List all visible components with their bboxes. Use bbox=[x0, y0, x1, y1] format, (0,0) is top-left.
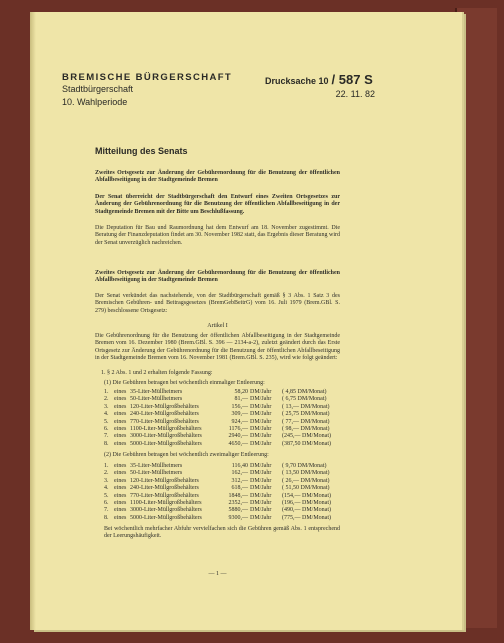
section-1-heading: (1) Die Gebühren betragen bei wöchentlich einmaliger Entleerung: bbox=[104, 380, 265, 386]
fee-row bbox=[104, 515, 348, 522]
fee-cell-m: (245,— DM/Monat) bbox=[282, 433, 331, 440]
mitteilung-title: Mitteilung des Senats bbox=[95, 146, 188, 156]
artikel-heading: Artikel I bbox=[207, 323, 228, 329]
fee-cell-u: DM/Jahr bbox=[250, 463, 272, 469]
fee-cell-a: 81,— bbox=[234, 396, 248, 403]
fee-cell-e: eines bbox=[114, 389, 127, 395]
fee-cell-m: ( 9,70 DM/Monat) bbox=[282, 463, 327, 469]
fee-cell-u: DM/Jahr bbox=[250, 485, 272, 492]
fee-cell-n: 5. bbox=[104, 492, 109, 499]
fee-row bbox=[104, 493, 348, 500]
fee-row bbox=[104, 470, 348, 477]
fee-cell-u: DM/Jahr bbox=[250, 403, 272, 410]
fee-cell-n: 3. bbox=[104, 477, 109, 484]
fee-cell-s: 770-Liter-Müllgroßbehälters bbox=[130, 492, 199, 499]
fee-cell-a: 309,— bbox=[231, 411, 248, 418]
page-number: — 1 — bbox=[208, 571, 227, 577]
fee-cell-e: eines bbox=[114, 477, 127, 484]
fee-cell-a: 162,— bbox=[231, 470, 248, 477]
closing-paragraph: Bei wöchentlich mehrfacher Abfuhr vervielfachen sich die Gebühren gemäß Abs. 1 entsprechend der Leerungshäufigkeit. bbox=[104, 526, 340, 540]
fee-cell-a: 312,— bbox=[231, 477, 248, 484]
fee-cell-s: 120-Liter-Müllgroßbehälters bbox=[130, 403, 199, 410]
fee-cell-n: 8. bbox=[104, 514, 109, 521]
fee-cell-u: DM/Jahr bbox=[250, 470, 272, 477]
fee-cell-a: 116,40 bbox=[231, 463, 248, 469]
fee-row bbox=[104, 411, 348, 418]
fee-cell-e: eines bbox=[114, 492, 127, 499]
fee-cell-n: 6. bbox=[104, 500, 109, 507]
law-title: Zweites Ortsgesetz zur Änderung der Gebührenordnung für die Benutzung der öffentlichen Abfallbeseitigung in der Stadtgemeinde Bremen bbox=[95, 270, 340, 284]
fee-cell-u: DM/Jahr bbox=[250, 492, 272, 499]
fee-cell-s: 1100-Liter-Müllgroßbehälters bbox=[130, 500, 202, 507]
fee-cell-n: 1. bbox=[104, 389, 109, 395]
fee-cell-a: 618,— bbox=[231, 485, 248, 492]
fee-cell-m: (196,— DM/Monat) bbox=[282, 500, 331, 507]
fee-row bbox=[104, 507, 348, 514]
fee-cell-u: DM/Jahr bbox=[250, 500, 272, 507]
page-gutter bbox=[30, 12, 36, 630]
fee-cell-s: 3000-Liter-Müllgroßbehälters bbox=[130, 433, 202, 440]
fee-cell-u: DM/Jahr bbox=[250, 514, 272, 521]
fee-cell-m: ( 51,50 DM/Monat) bbox=[282, 485, 330, 492]
fee-cell-a: 1176,— bbox=[228, 426, 248, 433]
fee-row bbox=[104, 485, 348, 492]
fee-cell-e: eines bbox=[114, 418, 127, 425]
letterhead bbox=[62, 72, 232, 109]
fee-table-weekly bbox=[104, 389, 348, 448]
fee-cell-s: 35-Liter-Müllheimers bbox=[130, 389, 183, 395]
fee-cell-e: eines bbox=[114, 411, 127, 418]
fee-cell-s: 50-Liter-Müllheimers bbox=[130, 396, 183, 403]
fee-cell-a: 5880,— bbox=[228, 507, 248, 514]
fee-cell-e: eines bbox=[114, 463, 127, 469]
fee-row bbox=[104, 441, 348, 448]
fee-cell-n: 2. bbox=[104, 396, 109, 403]
fee-cell-m: (154,— DM/Monat) bbox=[282, 492, 331, 499]
fee-cell-s: 5000-Liter-Müllgroßbehälters bbox=[130, 514, 202, 521]
fee-cell-n: 3. bbox=[104, 403, 109, 410]
fee-cell-m: ( 77,— DM/Monat) bbox=[282, 418, 330, 425]
drucksache-label: Drucksache 10 bbox=[265, 76, 329, 86]
fee-cell-m: (387,50 DM/Monat) bbox=[282, 440, 331, 447]
fee-cell-m: ( 4,85 DM/Monat) bbox=[282, 389, 327, 395]
fee-cell-a: 924,— bbox=[231, 418, 248, 425]
intro-paragraph-1: Der Senat überreicht der Stadtbürgerschaft den Entwurf eines Zweiten Ortsgesetzes zur Änderung der Gebührenordnung für die Benutzung der öffentlichen Abfallbeseitigung in der Stadtgemeinde Bremen mit der Bitte um Beschlußfassung. bbox=[95, 194, 340, 215]
fee-cell-s: 240-Liter-Müllgroßbehälters bbox=[130, 411, 199, 418]
fee-cell-a: 2352,— bbox=[228, 500, 248, 507]
fee-cell-e: eines bbox=[114, 507, 127, 514]
fee-cell-n: 5. bbox=[104, 418, 109, 425]
fee-cell-e: eines bbox=[114, 470, 127, 477]
fee-cell-s: 50-Liter-Müllheimers bbox=[130, 470, 183, 477]
house-name: Stadtbürgerschaft bbox=[62, 84, 134, 94]
fee-cell-u: DM/Jahr bbox=[250, 389, 272, 395]
fee-cell-e: eines bbox=[114, 426, 127, 433]
section-2-heading: (2) Die Gebühren betragen bei wöchentlich zweimaliger Entleerung: bbox=[104, 452, 269, 458]
fee-cell-m: (775,— DM/Monat) bbox=[282, 514, 331, 521]
fee-cell-a: 1848,— bbox=[228, 492, 248, 499]
fee-cell-a: 58,20 bbox=[234, 389, 248, 395]
artikel-text: Die Gebührenordnung für die Benutzung der öffentlichen Abfallbeseitigung in der Stadtgemeinde Bremen vom 16. Dezember 1980 (Brem.GBl. S. 396 — 2134-a-2), zuletzt geändert durch das Erste Ortsgesetz zur Änderung der Gebührenordnung für die Benutzung der öffentlichen Abfallbeseitigung in der Stadtgemeinde Bremen vom 16. November 1981 (Brem.GBl. S. 235), wird wie folgt geändert: bbox=[95, 333, 340, 362]
fee-cell-n: 2. bbox=[104, 470, 109, 477]
fee-cell-u: DM/Jahr bbox=[250, 418, 272, 425]
fee-cell-e: eines bbox=[114, 396, 127, 403]
fee-cell-e: eines bbox=[114, 440, 127, 447]
fee-cell-s: 120-Liter-Müllgroßbehälters bbox=[130, 477, 199, 484]
fee-cell-s: 35-Liter-Müllheimers bbox=[130, 463, 183, 469]
fee-cell-m: ( 98,— DM/Monat) bbox=[282, 426, 330, 433]
fee-cell-s: 3000-Liter-Müllgroßbehälters bbox=[130, 507, 202, 514]
fee-cell-n: 4. bbox=[104, 411, 109, 418]
fee-cell-m: ( 25,75 DM/Monat) bbox=[282, 411, 330, 418]
fee-cell-a: 2940,— bbox=[228, 433, 248, 440]
fee-cell-e: eines bbox=[114, 433, 127, 440]
document-date: 22. 11. 82 bbox=[335, 89, 375, 99]
fee-row bbox=[104, 396, 348, 403]
fee-cell-m: ( 13,50 DM/Monat) bbox=[282, 470, 330, 477]
fee-cell-s: 5000-Liter-Müllgroßbehälters bbox=[130, 440, 202, 447]
institution-name: BREMISCHE BÜRGERSCHAFT bbox=[62, 72, 233, 83]
fee-cell-s: 1100-Liter-Müllgroßbehälters bbox=[130, 426, 202, 433]
fee-cell-m: ( 6,75 DM/Monat) bbox=[282, 396, 327, 403]
fee-row bbox=[104, 433, 348, 440]
drucksache-number: / 587 S bbox=[331, 72, 373, 87]
fee-cell-u: DM/Jahr bbox=[250, 507, 272, 514]
fee-cell-s: 770-Liter-Müllgroßbehälters bbox=[130, 418, 199, 425]
fee-table-twice-weekly bbox=[104, 463, 348, 522]
legislative-period: 10. Wahlperiode bbox=[62, 97, 128, 107]
fee-cell-a: 9300,— bbox=[228, 514, 248, 521]
intro-title: Zweites Ortsgesetz zur Änderung der Gebührenordnung für die Benutzung der öffentlichen Abfallbeseitigung in der Stadtgemeinde Bremen bbox=[95, 170, 340, 184]
fee-cell-s: 240-Liter-Müllgroßbehälters bbox=[130, 485, 199, 492]
intro-paragraph-2: Die Deputation für Bau und Raumordnung hat dem Entwurf am 18. November zugestimmt. Die Beratung der Finanzdeputation findet am 30. November 1982 statt, das Ergebnis dieser Beratung wird der Senat unverzüglich nachreichen. bbox=[95, 225, 340, 246]
fee-cell-u: DM/Jahr bbox=[250, 396, 272, 403]
fee-cell-u: DM/Jahr bbox=[250, 433, 272, 440]
fee-row bbox=[104, 419, 348, 426]
paragraph-instruction: 1. § 2 Abs. 1 und 2 erhalten folgende Fassung: bbox=[101, 370, 213, 376]
fee-cell-n: 7. bbox=[104, 507, 109, 514]
fee-cell-n: 7. bbox=[104, 433, 109, 440]
fee-cell-e: eines bbox=[114, 403, 127, 410]
fee-cell-m: ( 13,— DM/Monat) bbox=[282, 403, 330, 410]
fee-cell-a: 156,— bbox=[231, 403, 248, 410]
fee-cell-m: (490,— DM/Monat) bbox=[282, 507, 331, 514]
fee-cell-u: DM/Jahr bbox=[250, 411, 272, 418]
fee-cell-u: DM/Jahr bbox=[250, 440, 272, 447]
fee-cell-u: DM/Jahr bbox=[250, 477, 272, 484]
fee-cell-m: ( 26,— DM/Monat) bbox=[282, 477, 330, 484]
document-reference bbox=[265, 72, 375, 99]
fee-cell-n: 1. bbox=[104, 463, 109, 469]
law-preamble: Der Senat verkündet das nachstehende, von der Stadtbürgerschaft gemäß § 3 Abs. 1 Satz 3 des Bremischen Gebühren- und Beitragsgesetzes (BremGebBeitrG) vom 16. Juli 1979 (Brem.GBl. S. 279) beschlossene Ortsgesetz: bbox=[95, 293, 340, 314]
fee-cell-n: 8. bbox=[104, 440, 109, 447]
fee-cell-e: eines bbox=[114, 500, 127, 507]
fee-cell-a: 4650,— bbox=[228, 440, 248, 447]
fee-cell-n: 6. bbox=[104, 426, 109, 433]
fee-cell-e: eines bbox=[114, 514, 127, 521]
fee-cell-u: DM/Jahr bbox=[250, 426, 272, 433]
fee-cell-n: 4. bbox=[104, 485, 109, 492]
fee-cell-e: eines bbox=[114, 485, 127, 492]
